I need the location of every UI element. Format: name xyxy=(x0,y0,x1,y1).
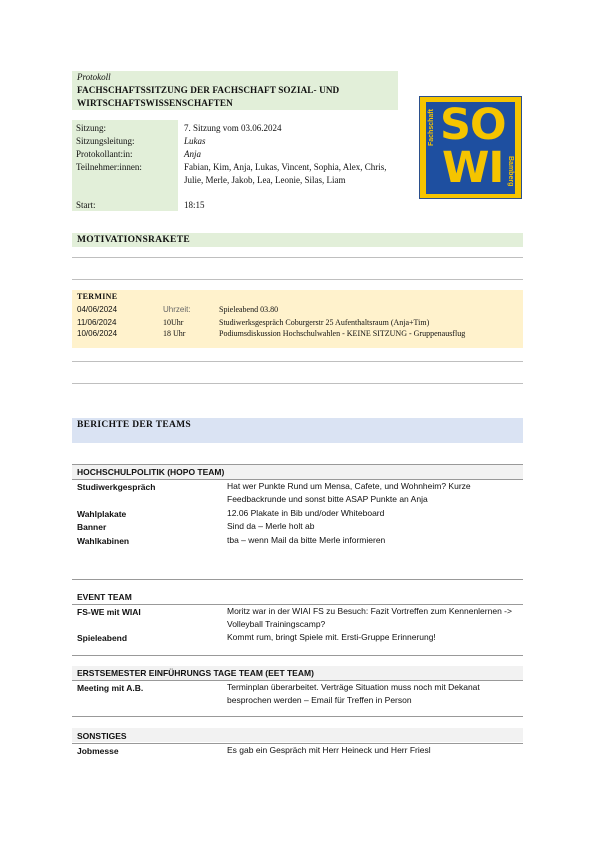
motivationsrakete-title: MOTIVATIONSRAKETE xyxy=(77,235,190,245)
meta-label-start: Start: xyxy=(76,200,96,210)
item-text: tba – wenn Mail da bitte Merle informieren xyxy=(227,535,386,545)
logo-text-bamberg: Bamberg xyxy=(507,156,514,187)
termine-title: TERMINE xyxy=(77,292,118,301)
divider xyxy=(72,361,523,362)
item-text: Terminplan überarbeitet. Verträge Situation muss noch mit Dekanat besprochen werden – Email für Treffen in Person xyxy=(227,682,480,705)
team-title-event: EVENT TEAM xyxy=(77,592,132,602)
logo-text-fachschaft: Fachschaft xyxy=(428,109,435,146)
meta-value-teilnehmer: Fabian, Kim, Anja, Lukas, Vincent, Sophia, Alex, Chris, Julie, Merle, Jakob, Lea, Leonie, Silas, Liam xyxy=(184,162,387,185)
meta-value-sitzung: 7. Sitzung vom 03.06.2024 xyxy=(184,123,282,133)
item-label: Studiwerkgespräch xyxy=(77,482,156,492)
divider xyxy=(72,279,523,280)
item-text: Sind da – Merle holt ab xyxy=(227,521,315,531)
item-label: FS-WE mit WIAI xyxy=(77,607,141,617)
meta-label-sitzung: Sitzung: xyxy=(76,123,107,133)
item-text: Hat wer Punkte Rund um Mensa, Cafete, und Wohnheim? Kurze Feedbackrunde und sonst bitte ASAP Punkte an Anja xyxy=(227,481,471,504)
item-text: Moritz war in der WIAI FS zu Besuch: Fazit Vortreffen zum Kennenlernen -> Volleyball Trainingscamp? xyxy=(227,606,512,629)
termin-time: Uhrzeit: xyxy=(163,305,191,314)
item-text: 12.06 Plakate in Bib und/oder Whiteboard xyxy=(227,508,385,518)
page-title-line1: FACHSCHAFTSSITZUNG DER FACHSCHAFT SOZIAL- UND xyxy=(77,85,340,95)
divider xyxy=(72,257,523,258)
logo-panel xyxy=(426,102,515,194)
protokoll-label: Protokoll xyxy=(77,72,111,82)
item-label: Spieleabend xyxy=(77,633,128,643)
item-label: Meeting mit A.B. xyxy=(77,683,144,693)
logo-text-wi: WI xyxy=(442,143,504,193)
page-title-line2: WIRTSCHAFTSWISSENSCHAFTEN xyxy=(77,97,233,108)
termin-date: 11/06/2024 xyxy=(77,318,117,327)
item-label: Banner xyxy=(77,522,107,532)
team-title-hopo: HOCHSCHULPOLITIK (HOPO TEAM) xyxy=(77,467,225,477)
divider xyxy=(72,383,523,384)
divider xyxy=(72,716,523,717)
page-title xyxy=(77,84,397,109)
meta-label-sitzungsleitung: Sitzungsleitung: xyxy=(76,136,135,146)
termin-text: Podiumsdiskussion Hochschulwahlen - KEINE SITZUNG - Gruppenausflug xyxy=(219,329,466,338)
team-title-eet: ERSTSEMESTER EINFÜHRUNGS TAGE TEAM (EET TEAM) xyxy=(77,668,314,678)
meta-value-protokollant: Anja xyxy=(184,149,201,159)
meta-label-teilnehmer: Teilnehmer:innen: xyxy=(76,162,142,172)
berichte-title: BERICHTE DER TEAMS xyxy=(77,420,191,430)
sowi-logo xyxy=(419,96,522,199)
meta-value-start: 18:15 xyxy=(184,200,205,210)
meta-label-protokollant: Protokollant:in: xyxy=(76,149,133,159)
divider xyxy=(72,655,523,656)
termin-date: 04/06/2024 xyxy=(77,305,118,314)
meta-value-sitzungsleitung: Lukas xyxy=(184,136,206,146)
item-text: Es gab ein Gespräch mit Herr Heineck und Herr Friesl xyxy=(227,745,431,755)
logo-text-so: SO xyxy=(440,100,506,150)
termin-text: Spieleabend 03.80 xyxy=(219,305,279,314)
item-label: Wahlkabinen xyxy=(77,536,130,546)
divider xyxy=(72,579,523,580)
item-label: Jobmesse xyxy=(77,746,119,756)
item-text: Kommt rum, bringt Spiele mit. Ersti-Gruppe Erinnerung! xyxy=(227,632,436,642)
team-title-sonstiges: SONSTIGES xyxy=(77,731,127,741)
termin-text: Studiwerksgespräch Coburgerstr 25 Aufenthaltsraum (Anja+Tim) xyxy=(219,318,430,327)
item-label: Wahlplakate xyxy=(77,509,127,519)
team-header-bar xyxy=(72,728,523,742)
termin-time: 18 Uhr xyxy=(163,329,186,338)
termin-time: 10Uhr xyxy=(163,318,184,327)
termin-date: 10/06/2024 xyxy=(77,329,118,338)
